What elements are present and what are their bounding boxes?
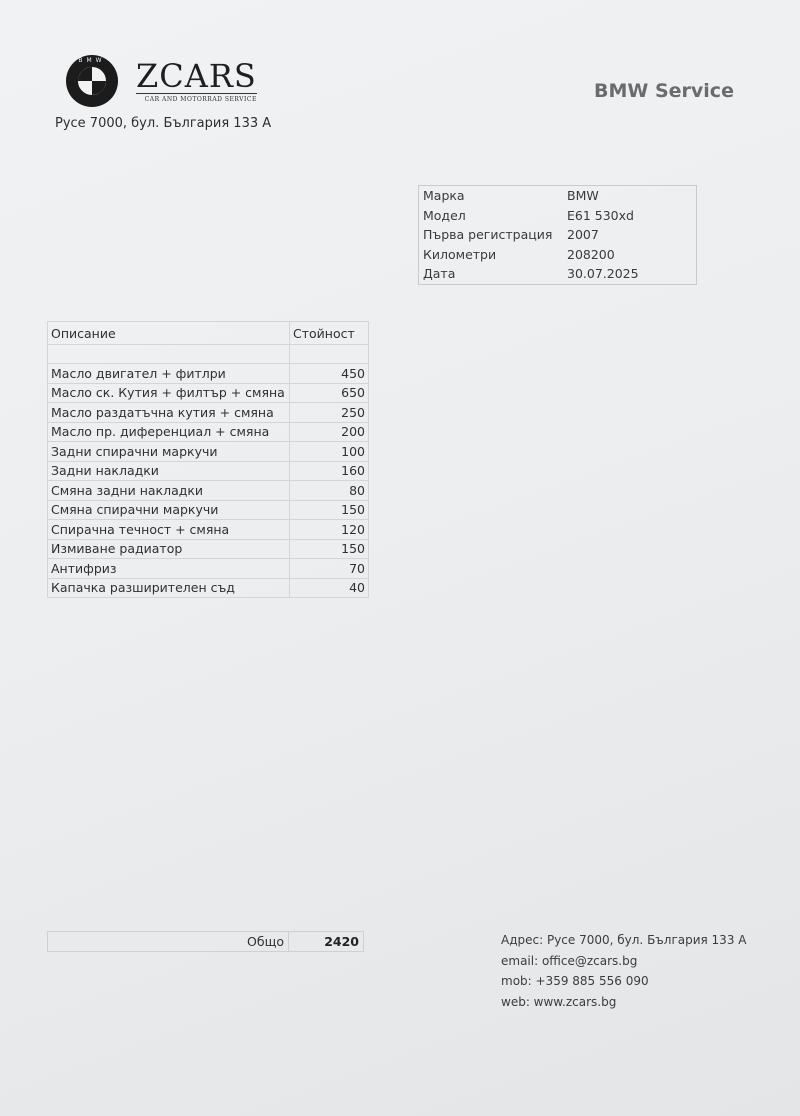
table-row: [48, 403, 369, 423]
item-cost: 250: [290, 403, 369, 423]
contact-email: email: office@zcars.bg: [501, 953, 638, 968]
item-cost: 650: [290, 383, 369, 403]
table-row: [48, 539, 369, 559]
blank-row: [48, 345, 369, 364]
item-description: Капачка разширителен съд: [48, 578, 290, 598]
item-cost: 80: [290, 481, 369, 501]
vehicle-label: Първа регистрация: [423, 227, 553, 243]
vehicle-row: [419, 245, 697, 265]
vehicle-label: Дата: [423, 266, 456, 282]
brand-name: ZCARS: [136, 56, 257, 95]
document-title: BMW Service: [594, 80, 734, 102]
item-description: Масло пр. диференциал + смяна: [48, 422, 290, 442]
table-row: [48, 481, 369, 501]
table-row: [48, 364, 369, 384]
table-row: [48, 578, 369, 598]
contact-web: web: www.zcars.bg: [501, 994, 617, 1009]
vehicle-value: BMW: [567, 188, 599, 204]
services-table: [47, 321, 369, 598]
item-cost: 150: [290, 539, 369, 559]
bmw-letters: BMW: [78, 57, 106, 64]
table-row: [48, 500, 369, 520]
item-description: Измиване радиатор: [48, 539, 290, 559]
table-row: [48, 461, 369, 481]
vehicle-row: [419, 186, 697, 206]
item-description: Антифриз: [48, 559, 290, 579]
item-description: Масло ск. Кутия + филтър + смяна: [48, 383, 290, 403]
table-row: [48, 559, 369, 579]
vehicle-value: 208200: [567, 246, 615, 262]
table-row: [48, 442, 369, 462]
company-logo: [66, 55, 257, 107]
contact-mobile: mob: +359 885 556 090: [501, 974, 649, 988]
vehicle-info-table: [418, 185, 697, 285]
vehicle-label: Модел: [423, 207, 466, 223]
total-label: Общо: [48, 932, 289, 952]
brand-block: [136, 56, 257, 103]
vehicle-value: 2007: [567, 227, 599, 243]
total-table: [47, 931, 364, 952]
contact-address: Адрес: Русе 7000, бул. България 133 А: [501, 933, 747, 947]
table-header-row: [48, 322, 369, 345]
item-cost: 120: [290, 520, 369, 540]
header-description: Описание: [48, 322, 290, 345]
item-cost: 200: [290, 422, 369, 442]
item-description: Смяна спирачни маркучи: [48, 500, 290, 520]
vehicle-row: [419, 264, 697, 284]
table-row: [48, 520, 369, 540]
vehicle-row: [419, 225, 697, 245]
total-row: [48, 932, 364, 952]
contact-block: [501, 930, 746, 1012]
item-description: Задни накладки: [48, 461, 290, 481]
total-amount: 2420: [289, 932, 364, 952]
item-cost: 160: [290, 461, 369, 481]
vehicle-value: E61 530xd: [567, 207, 634, 223]
item-cost: 100: [290, 442, 369, 462]
item-cost: 70: [290, 559, 369, 579]
header-cost: Стойност: [290, 322, 369, 345]
vehicle-label: Километри: [423, 246, 497, 262]
item-description: Задни спирачни маркучи: [48, 442, 290, 462]
item-cost: 150: [290, 500, 369, 520]
company-address: Русе 7000, бул. България 133 А: [55, 116, 272, 131]
table-row: [48, 422, 369, 442]
vehicle-row: [419, 206, 697, 226]
vehicle-label: Марка: [423, 188, 465, 204]
item-description: Спирачна течност + смяна: [48, 520, 290, 540]
brand-tagline: CAR AND MOTORRAD SERVICE: [144, 95, 257, 103]
item-description: Масло двигател + фитлри: [48, 364, 290, 384]
vehicle-value: 30.07.2025: [567, 266, 639, 282]
bmw-roundel-icon: [66, 55, 118, 107]
item-description: Смяна задни накладки: [48, 481, 290, 501]
item-cost: 40: [290, 578, 369, 598]
item-description: Масло раздатъчна кутия + смяна: [48, 403, 290, 423]
table-row: [48, 383, 369, 403]
item-cost: 450: [290, 364, 369, 384]
